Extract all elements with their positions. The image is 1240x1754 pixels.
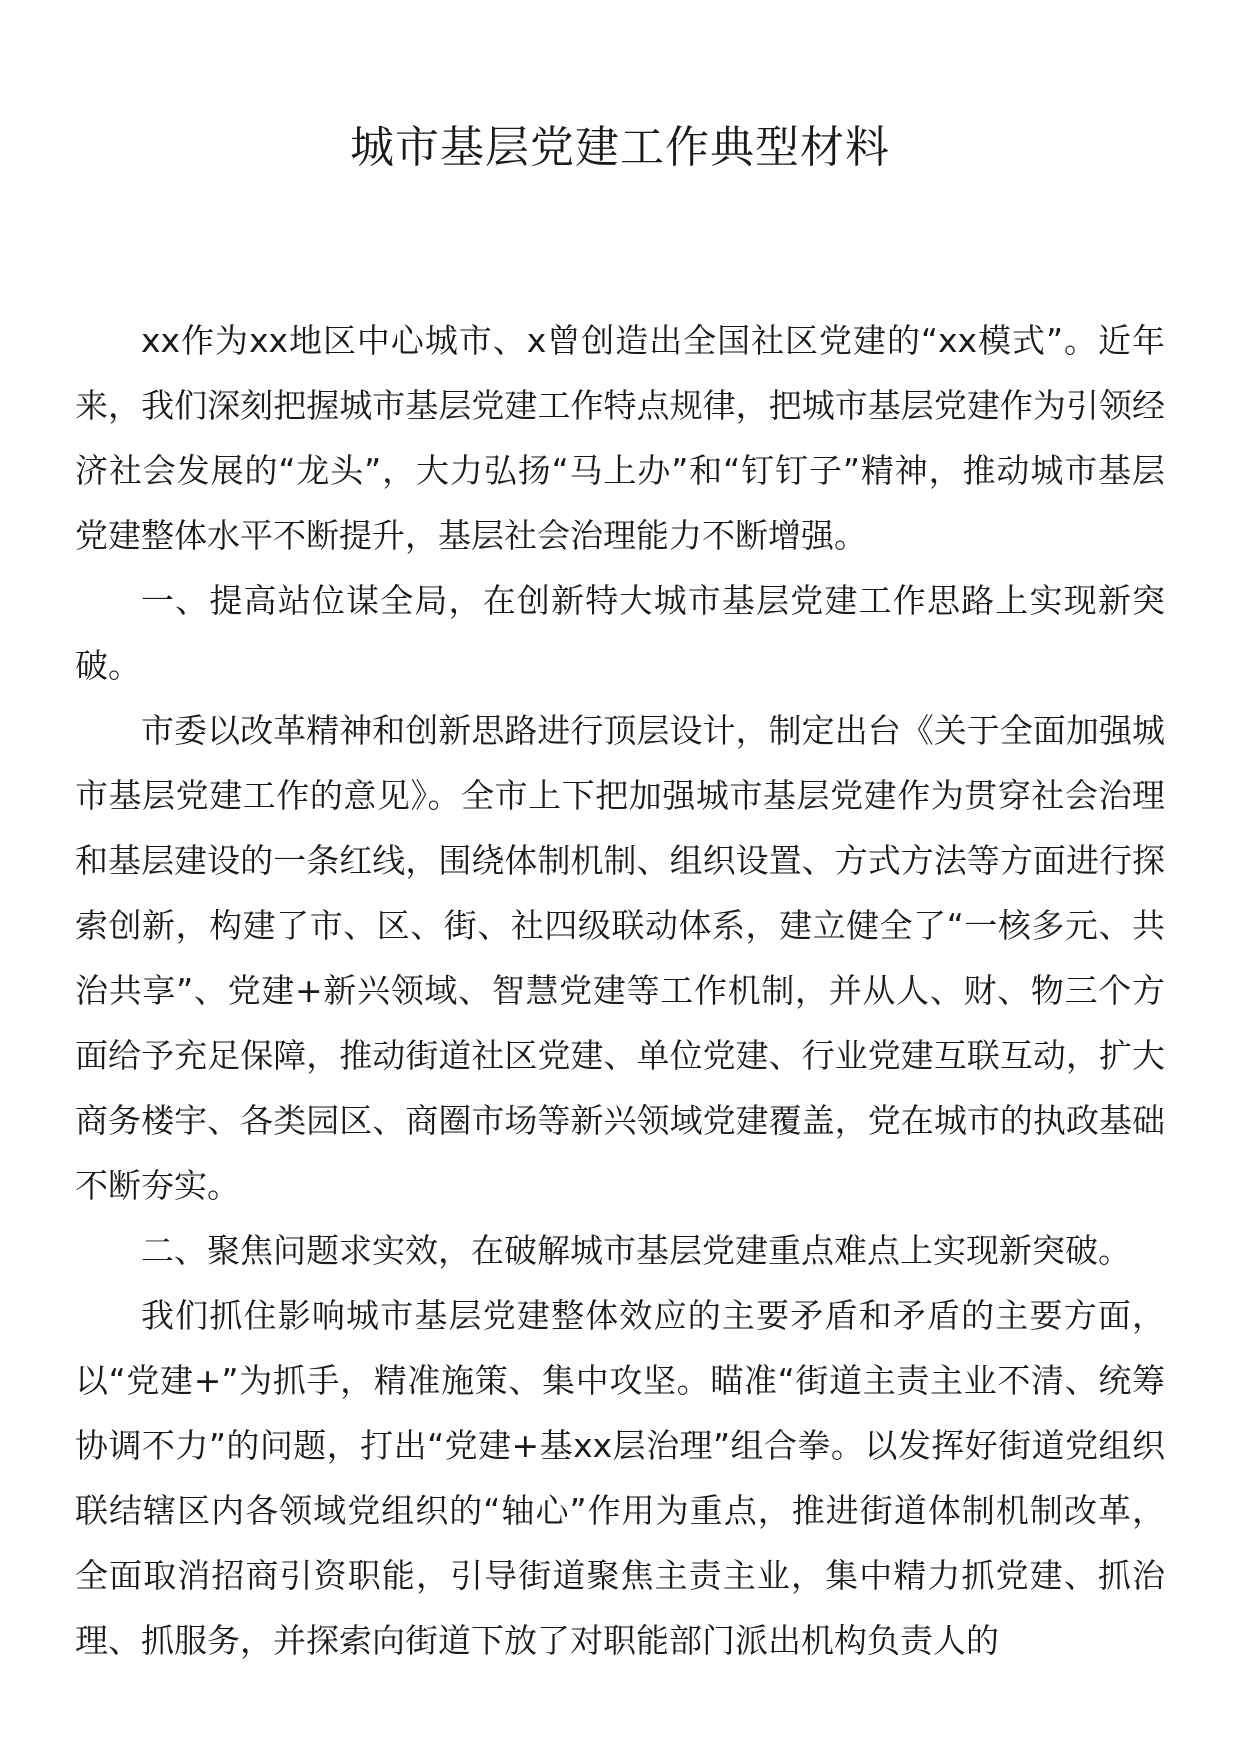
paragraph-section-2: 我们抓住影响城市基层党建整体效应的主要矛盾和矛盾的主要方面，以“党建+”为抓手，精准施策、集中攻坚。瞄准“街道主责主业不清、统筹协调不力”的问题，打出“党建+基xx层治理”组合拳。以发挥好街道党组织联结辖区内各领域党组织的“轴心”作用为重点，推进街道体制机制改革，全面取消招商引资职能，引导街道聚焦主责主业，集中精力抓党建、抓治理、抓服务，并探索向街道下放了对职能部门派出机构负责人的 <box>75 1296 1165 1660</box>
document-page <box>75 0 1165 1754</box>
section-heading-1: 一、提高站位谋全局，在创新特大城市基层党建工作思路上实现新突破。 <box>75 581 1165 685</box>
document-title: 城市基层党建工作典型材料 <box>350 122 890 173</box>
paragraph-section-1: 市委以改革精神和创新思路进行顶层设计，制定出台《关于全面加强城市基层党建工作的意见》。全市上下把加强城市基层党建作为贯穿社会治理和基层建设的一条红线，围绕体制机制、组织设置、方式方法等方面进行探索创新，构建了市、区、街、社四级联动体系，建立健全了“一核多元、共治共享”、党建+新兴领域、智慧党建等工作机制，并从人、财、物三个方面给予充足保障，推动街道社区党建、单位党建、行业党建互联互动，扩大商务楼宇、各类园区、商圈市场等新兴领域党建覆盖，党在城市的执政基础不断夯实。 <box>75 711 1165 1205</box>
document-body <box>75 308 1165 1673</box>
section-heading-2: 二、聚焦问题求实效，在破解城市基层党建重点难点上实现新突破。 <box>141 1231 1131 1270</box>
paragraph-intro: xx作为xx地区中心城市、x曾创造出全国社区党建的“xx模式”。近年来，我们深刻把握城市基层党建工作特点规律，把城市基层党建作为引领经济社会发展的“龙头”，大力弘扬“马上办”和“钉钉子”精神，推动城市基层党建整体水平不断提升，基层社会治理能力不断增强。 <box>75 321 1165 555</box>
